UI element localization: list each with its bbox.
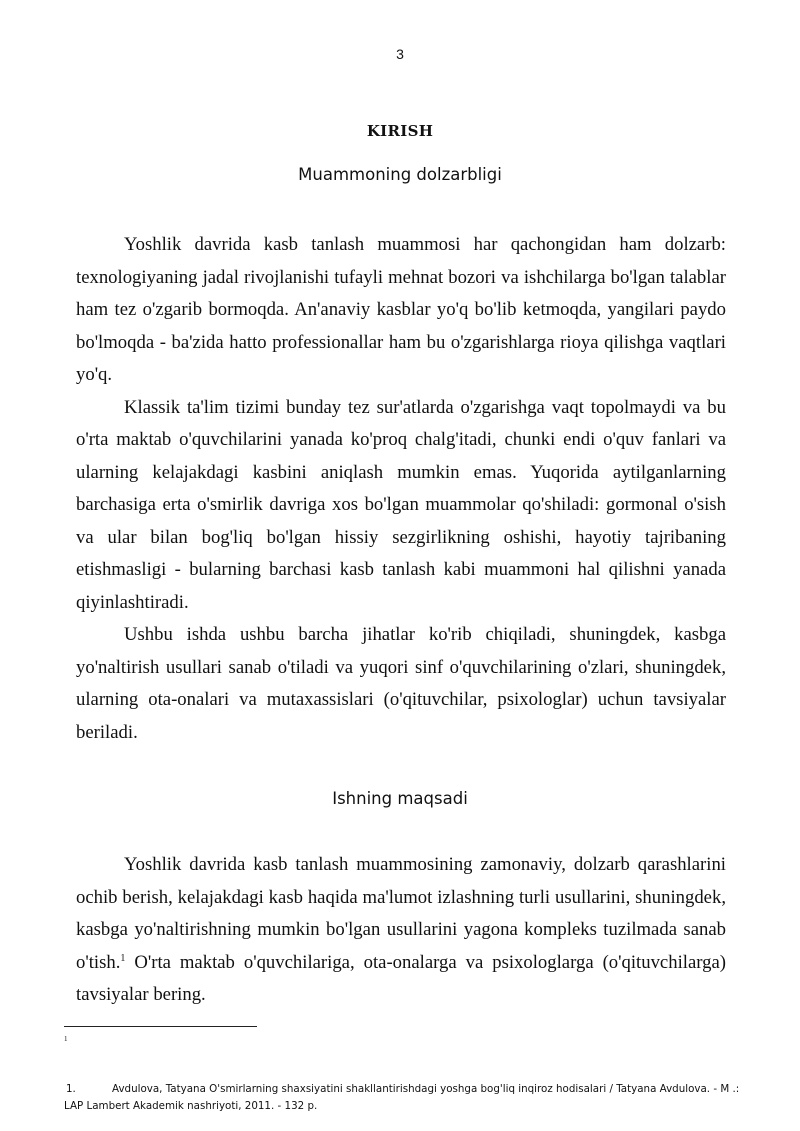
footnote-separator	[64, 1026, 257, 1027]
paragraph: Yoshlik davrida kasb tanlash muammosi har qachongidan ham dolzarb: texnologiyaning jadal rivojlanishi tufayli mehnat bozori va ishchilarga bo'lgan talablar ham tez o'zgarib bormoqda. An'anaviy kasblar yo'q bo'lib ketmoqda, yangilari paydo bo'lmoqda - ba'zida hatto professionallar ham bu o'zgarishlarga rioya qilishga vaqtlari yo'q.	[76, 234, 726, 385]
section-heading-dolzarblik: Muammoning dolzarbligi	[298, 165, 502, 184]
paragraph-text: O'rta maktab o'quvchilariga, ota-onalarga va psixologlarga (o'qituvchilarga) tavsiyalar bering.	[76, 951, 726, 1005]
section-maqsad-body	[76, 849, 726, 1012]
paragraph: Ushbu ishda ushbu barcha jihatlar ko'rib chiqiladi, shuningdek, kasbga yo'naltirish usullari sanab o'tiladi va yuqori sinf o'quvchilarining o'zlari, shuningdek, ularning ota-onalari va mutaxassislari (o'qituvchilar, psixologlar) uchun tavsiyalar beriladi.	[76, 624, 726, 743]
footnote-marker: 1	[64, 1035, 68, 1043]
chapter-heading: KIRISH	[366, 122, 434, 140]
paragraph-text: Yoshlik davrida kasb tanlash muammosining zamonaviy, dolzarb qarashlarini ochib berish, kelajakdagi kasb haqida ma'lumot izlashning turli usullarini, shuningdek, kasbga yo'naltirishning mumkin bo'lgan usullarini yagona kompleks tuzilmada sanab o'tish.	[76, 854, 726, 973]
footnote-number: 1.	[66, 1083, 76, 1095]
section-heading-maqsad: Ishning maqsadi	[332, 789, 468, 808]
footnote-text: Avdulova, Tatyana O'smirlarning shaxsiyatini shakllantirishdagi yoshga bog'liq inqiroz hodisalari / Tatyana Avdulova. - M .: LAP Lambert Akademik nashriyoti, 2011. - 132 p.	[64, 1083, 740, 1112]
section-dolzarblik-body	[76, 229, 726, 749]
paragraph	[76, 849, 726, 1012]
paragraph: Klassik ta'lim tizimi bunday tez sur'atlarda o'zgarishga vaqt topolmaydi va bu o'rta maktab o'quvchilarini yanada ko'proq chalg'itadi, chunki endi o'quv fanlari va ularning kelajakdagi kasbini aniqlash mumkin emas. Yuqorida aytilganlarning barchasiga erta o'smirlik davriga xos bo'lgan muammolar qo'shiladi: gormonal o'sish va ular bilan bog'liq bo'lgan hissiy sezgirlikning oshishi, hayotiy tajribaning etishmasligi - bularning barchasi kasb tanlash kabi muammoni hal qilishni yanada qiyinlashtiradi.	[76, 396, 726, 613]
footnote	[64, 1081, 744, 1115]
page-number: 3	[396, 46, 404, 62]
footnote-reference[interactable]: 1	[120, 952, 126, 964]
